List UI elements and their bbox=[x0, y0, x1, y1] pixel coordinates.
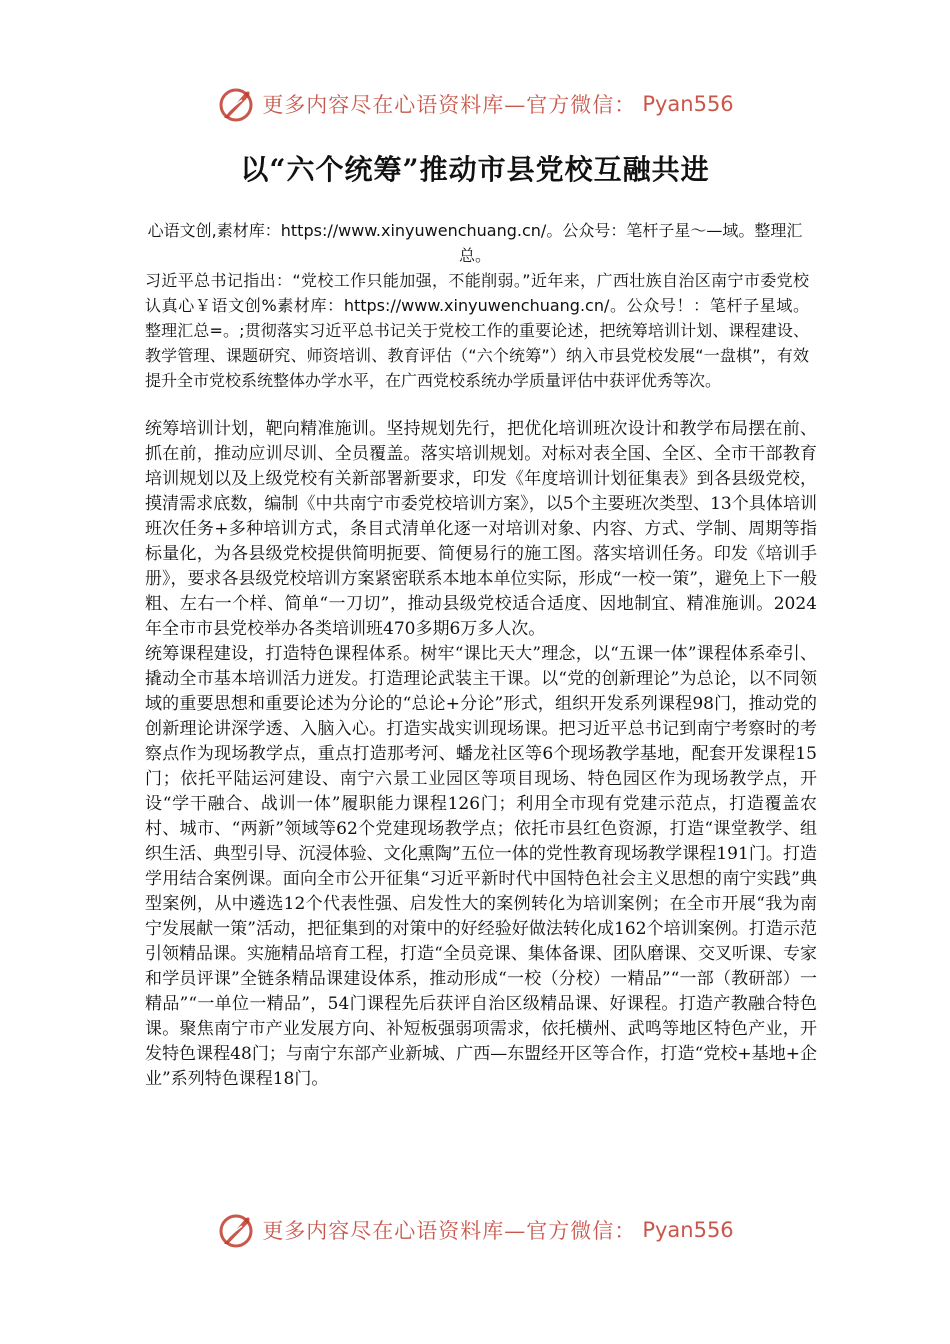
footer-banner bbox=[0, 1208, 950, 1252]
quill-pen-logo-icon bbox=[216, 84, 256, 124]
banner-text: 更多内容尽在心语资料库—官方微信： bbox=[262, 93, 637, 117]
banner-wechat-id: Pyan556 bbox=[642, 92, 734, 116]
document-body bbox=[145, 417, 817, 1092]
header-banner bbox=[0, 82, 950, 126]
source-line: 心语文创,素材库：https://www.xinyuwenchuang.cn/。公众号：笔杆子星～—域。整理汇总。 bbox=[147, 221, 803, 265]
intro-paragraph: 习近平总书记指出：“党校工作只能加强，不能削弱。”近年来，广西壮族自治区南宁市委党校认真心￥语文创%素材库：https://www.xinyuwenchuang.cn/。公众号！：笔杆子星域。整理汇总=。;贯彻落实习近平总书记关于党校工作的重要论述，把统筹培训计划、课程建设、教学管理、课题研究、师资培训、教育评估（“六个统筹”）纳入市县党校发展“一盘棋”，有效提升全市党校系统整体办学水平，在广西党校系统办学质量评估中获评优秀等次。 bbox=[145, 271, 809, 390]
banner-text: 更多内容尽在心语资料库—官方微信： bbox=[262, 1219, 637, 1243]
document-title: 以“六个统筹”推动市县党校互融共进 bbox=[240, 153, 710, 186]
quill-pen-logo-icon bbox=[216, 1210, 256, 1250]
banner-wechat-id: Pyan556 bbox=[642, 1218, 734, 1242]
paragraph-course-building: 统筹课程建设，打造特色课程体系。树牢“课比天大”理念，以“五课一体”课程体系牵引、撬动全市基本培训活力迸发。打造理论武装主干课。以“党的创新理论”为总论，以不同领域的重要思想和重要论述为分论的“总论+分论”形式，组织开发系列课程98门，推动党的创新理论讲深学透、入脑入心。打造实战实训现场课。把习近平总书记到南宁考察时的考察点作为现场教学点，重点打造那考河、蟠龙社区等6个现场教学基地，配套开发课程15门；依托平陆运河建设、南宁六景工业园区等项目现场、特色园区作为现场教学点，开设“学干融合、战训一体”履职能力课程126门；利用全市现有党建示范点，打造覆盖农村、城市、“两新”领域等62个党建现场教学点；依托市县红色资源，打造“课堂教学、组织生活、典型引导、沉浸体验、文化熏陶”五位一体的党性教育现场教学课程191门。打造学用结合案例课。面向全市公开征集“习近平新时代中国特色社会主义思想的南宁实践”典型案例，从中遴选12个代表性强、启发性大的案例转化为培训案例；在全市开展“我为南宁发展献一策”活动，把征集到的对策中的好经验好做法转化成162个培训案例。打造示范引领精品课。实施精品培育工程，打造“全员竞课、集体备课、团队磨课、交叉听课、专家和学员评课”全链条精品课建设体系，推动形成“一校（分校）一精品”“一部（教研部）一精品”“一单位一精品”，54门课程先后获评自治区级精品课、好课程。打造产教融合特色课。聚焦南宁市产业发展方向、补短板强弱项需求，依托横州、武鸣等地区特色产业，开发特色课程48门；与南宁东部产业新城、广西—东盟经开区等合作，打造“党校+基地+企业”系列特色课程18门。 bbox=[145, 644, 817, 1089]
paragraph-training-plan: 统筹培训计划，靶向精准施训。坚持规划先行，把优化培训班次设计和教学布局摆在前、抓在前，推动应训尽训、全员覆盖。落实培训规划。对标对表全国、全区、全市干部教育培训规划以及上级党校有关新部署新要求，印发《年度培训计划征集表》到各县级党校，摸清需求底数，编制《中共南宁市委党校培训方案》，以5个主要班次类型、13个具体培训班次任务+多种培训方式，条目式清单化逐一对培训对象、内容、方式、学制、周期等指标量化，为各县级党校提供简明扼要、简便易行的施工图。落实培训任务。印发《培训手册》，要求各县级党校培训方案紧密联系本地本单位实际，形成“一校一策”，避免上下一般粗、左右一个样、简单“一刀切”，推动县级党校适合适度、因地制宜、精准施训。2024年全市市县党校举办各类培训班470多期6万多人次。 bbox=[145, 419, 817, 639]
